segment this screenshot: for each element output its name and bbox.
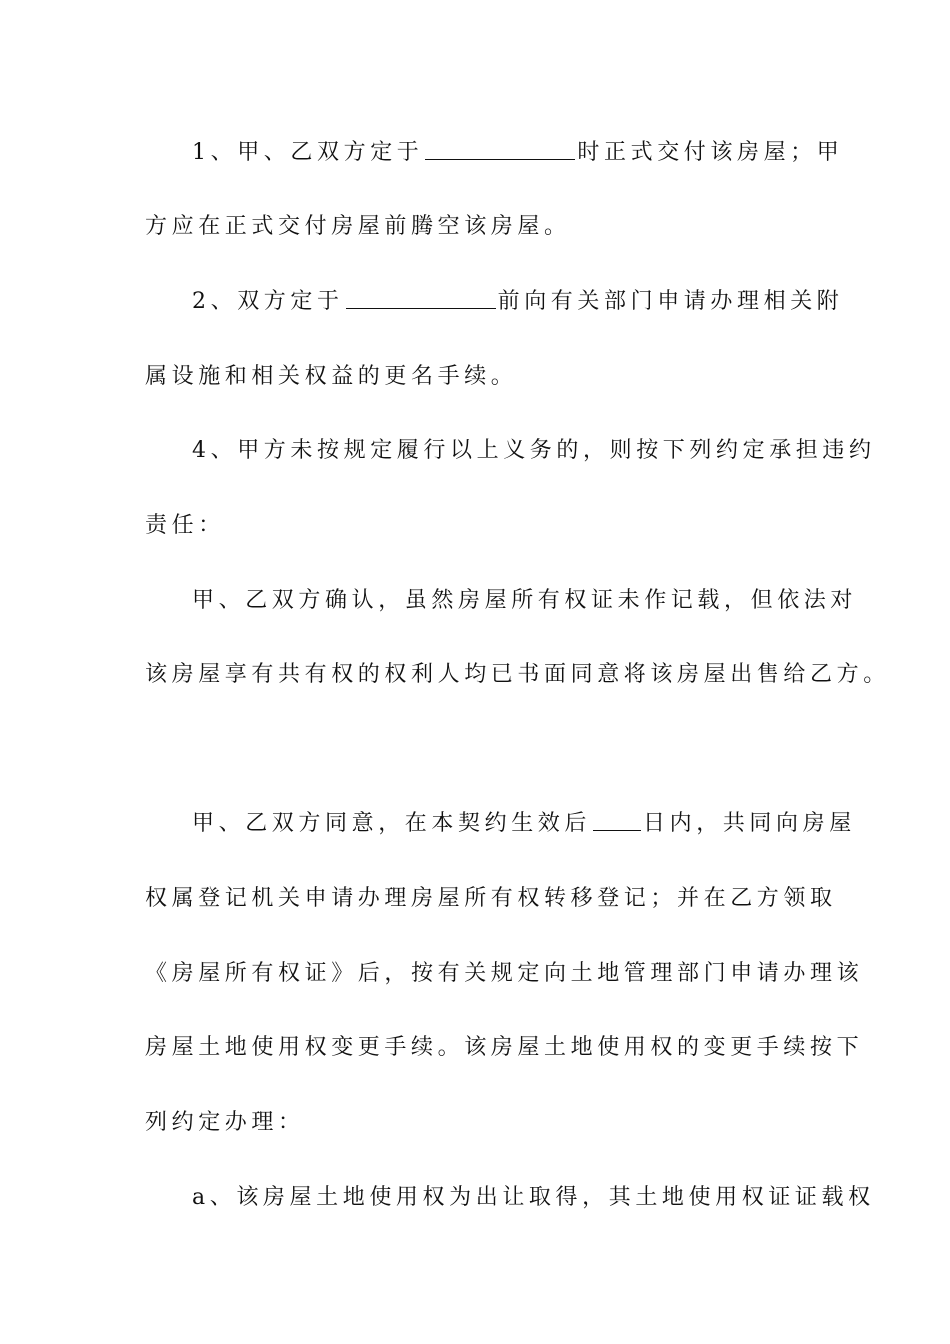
fill-in-blank <box>425 137 575 160</box>
paragraph-4-line-1: 甲、乙双方确认，虽然房屋所有权证未作记载，但依法对 <box>192 588 858 613</box>
paragraph-6-line-1: a、该房屋土地使用权为出让取得，其土地使用权证证载权 <box>192 1185 875 1210</box>
text-segment: 前向有关部门申请办理相关附 <box>497 289 844 314</box>
text-segment: 1、甲、乙双方定于 <box>192 140 424 165</box>
paragraph-1-line-2: 方应在正式交付房屋前腾空该房屋。 <box>145 214 571 239</box>
paragraph-3-line-1: 4、甲方未按规定履行以上义务的，则按下列约定承担违约 <box>192 438 876 463</box>
paragraph-5-line-1 <box>192 804 950 844</box>
paragraph-5-line-5: 列约定办理： <box>145 1110 305 1135</box>
fill-in-blank <box>346 286 496 309</box>
fill-in-blank <box>593 808 641 831</box>
paragraph-5-line-3: 《房屋所有权证》后，按有关规定向土地管理部门申请办理该 <box>145 961 864 986</box>
text-segment: 甲、乙双方同意，在本契约生效后 <box>192 811 592 836</box>
paragraph-2-line-2: 属设施和相关权益的更名手续。 <box>145 364 518 389</box>
text-segment: 2、双方定于 <box>192 289 344 314</box>
paragraph-5-line-4: 房屋土地使用权变更手续。该房屋土地使用权的变更手续按下 <box>145 1035 864 1060</box>
paragraph-5-line-2: 权属登记机关申请办理房屋所有权转移登记；并在乙方领取 <box>145 886 837 911</box>
paragraph-1-line-1 <box>192 133 950 173</box>
paragraph-4-line-2: 该房屋享有共有权的权利人均已书面同意将该房屋出售给乙方。 <box>145 662 890 687</box>
text-segment: 日内，共同向房屋 <box>643 811 856 836</box>
paragraph-3-line-2: 责任： <box>145 513 225 538</box>
paragraph-2-line-1 <box>192 282 950 322</box>
text-segment: 时正式交付该房屋；甲 <box>577 140 844 165</box>
